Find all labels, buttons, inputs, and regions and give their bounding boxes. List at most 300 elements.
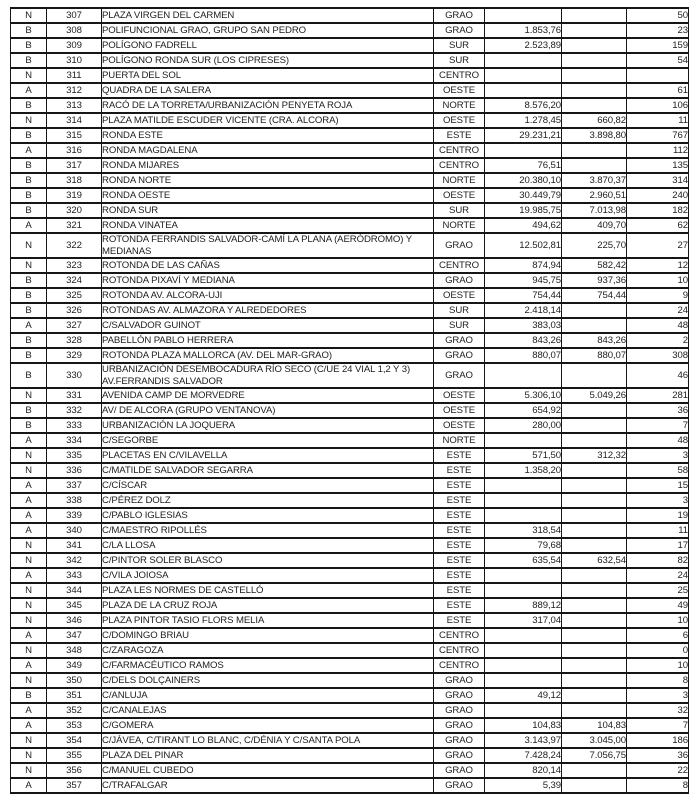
name-cell: C/CÍSCAR — [102, 478, 434, 493]
table-row — [11, 613, 689, 628]
count-cell: 0 — [627, 643, 689, 658]
name-cell: ROTONDA AV. ALCORA-UJI — [102, 288, 434, 303]
code-cell: 328 — [47, 333, 102, 348]
table-row — [11, 188, 689, 203]
count-cell: 32 — [627, 703, 689, 718]
amount2-cell — [562, 318, 627, 333]
district-cell: GRAO — [434, 748, 485, 763]
count-cell: 61 — [627, 83, 689, 98]
category-cell: N — [11, 448, 47, 463]
category-cell: B — [11, 303, 47, 318]
district-cell: GRAO — [434, 8, 485, 23]
amount2-cell — [562, 643, 627, 658]
name-cell: ROTONDA PIXAVÍ Y MEDIANA — [102, 273, 434, 288]
count-cell: 50 — [627, 8, 689, 23]
table-row — [11, 628, 689, 643]
amount2-cell — [562, 143, 627, 158]
amount2-cell: 937,36 — [562, 273, 627, 288]
code-cell: 334 — [47, 433, 102, 448]
name-cell: RONDA SUR — [102, 203, 434, 218]
district-cell: ESTE — [434, 583, 485, 598]
district-cell: OESTE — [434, 113, 485, 128]
code-cell: 313 — [47, 98, 102, 113]
count-cell: 182 — [627, 203, 689, 218]
category-cell: N — [11, 68, 47, 83]
category-cell: N — [11, 583, 47, 598]
count-cell: 8 — [627, 673, 689, 688]
name-cell: C/PINTOR SOLER BLASCO — [102, 553, 434, 568]
code-cell: 337 — [47, 478, 102, 493]
name-cell: RONDA ESTE — [102, 128, 434, 143]
amount1-cell: 889,12 — [485, 598, 562, 613]
amount2-cell — [562, 508, 627, 523]
name-cell: RONDA OESTE — [102, 188, 434, 203]
count-cell: 62 — [627, 218, 689, 233]
code-cell: 318 — [47, 173, 102, 188]
district-cell: GRAO — [434, 733, 485, 748]
count-cell: 48 — [627, 433, 689, 448]
code-cell: 346 — [47, 613, 102, 628]
amount2-cell — [562, 8, 627, 23]
amount1-cell: 318,54 — [485, 523, 562, 538]
amount1-cell: 19.985,75 — [485, 203, 562, 218]
table-row — [11, 688, 689, 703]
count-cell: 11 — [627, 113, 689, 128]
table-row — [11, 128, 689, 143]
amount2-cell: 312,32 — [562, 448, 627, 463]
table-row — [11, 333, 689, 348]
district-cell: OESTE — [434, 188, 485, 203]
code-cell: 354 — [47, 733, 102, 748]
table-row — [11, 273, 689, 288]
name-cell: C/ANLUJA — [102, 688, 434, 703]
amount2-cell — [562, 628, 627, 643]
code-cell: 329 — [47, 348, 102, 363]
amount1-cell — [485, 583, 562, 598]
name-cell: PLAZA PINTOR TASIO FLORS MELIA — [102, 613, 434, 628]
category-cell: A — [11, 703, 47, 718]
count-cell: 9 — [627, 288, 689, 303]
count-cell: 36 — [627, 403, 689, 418]
district-cell: NORTE — [434, 98, 485, 113]
amount2-cell: 7.013,98 — [562, 203, 627, 218]
table-row — [11, 53, 689, 68]
code-cell: 325 — [47, 288, 102, 303]
table-row — [11, 68, 689, 83]
table-row — [11, 733, 689, 748]
name-cell: C/ZARAGOZA — [102, 643, 434, 658]
category-cell: A — [11, 493, 47, 508]
category-cell: N — [11, 258, 47, 273]
category-cell: B — [11, 53, 47, 68]
amount2-cell — [562, 778, 627, 793]
count-cell: 46 — [627, 363, 689, 388]
name-cell: URBANIZACIÓN LA JOQUERA — [102, 418, 434, 433]
table-row — [11, 158, 689, 173]
table-row — [11, 568, 689, 583]
district-cell: GRAO — [434, 688, 485, 703]
amount2-cell: 7.056,75 — [562, 748, 627, 763]
code-cell: 320 — [47, 203, 102, 218]
amount1-cell: 571,50 — [485, 448, 562, 463]
name-cell: PLAZA MATILDE ESCUDER VICENTE (CRA. ALCORA) — [102, 113, 434, 128]
amount1-cell: 654,92 — [485, 403, 562, 418]
name-cell: AVENIDA CAMP DE MORVEDRE — [102, 388, 434, 403]
count-cell: 186 — [627, 733, 689, 748]
amount1-cell — [485, 508, 562, 523]
district-cell: ESTE — [434, 463, 485, 478]
category-cell: B — [11, 23, 47, 38]
name-cell: POLIFUNCIONAL GRAO, GRUPO SAN PEDRO — [102, 23, 434, 38]
code-cell: 327 — [47, 318, 102, 333]
amount2-cell: 104,83 — [562, 718, 627, 733]
amount1-cell — [485, 8, 562, 23]
table-row — [11, 388, 689, 403]
amount1-cell: 49,12 — [485, 688, 562, 703]
amount1-cell — [485, 643, 562, 658]
amount1-cell: 494,62 — [485, 218, 562, 233]
amount2-cell — [562, 583, 627, 598]
category-cell: A — [11, 718, 47, 733]
code-cell: 333 — [47, 418, 102, 433]
code-cell: 322 — [47, 233, 102, 258]
count-cell: 8 — [627, 778, 689, 793]
name-cell: RONDA MIJARES — [102, 158, 434, 173]
district-cell: OESTE — [434, 288, 485, 303]
category-cell: A — [11, 778, 47, 793]
table-row — [11, 23, 689, 38]
category-cell: B — [11, 418, 47, 433]
amount1-cell: 843,26 — [485, 333, 562, 348]
amount2-cell — [562, 523, 627, 538]
table-row — [11, 98, 689, 113]
district-cell: GRAO — [434, 703, 485, 718]
category-cell: N — [11, 763, 47, 778]
amount1-cell: 880,07 — [485, 348, 562, 363]
name-cell: C/LA LLOSA — [102, 538, 434, 553]
code-cell: 321 — [47, 218, 102, 233]
amount2-cell — [562, 418, 627, 433]
count-cell: 6 — [627, 628, 689, 643]
amount1-cell: 5.306,10 — [485, 388, 562, 403]
code-cell: 338 — [47, 493, 102, 508]
table-row — [11, 448, 689, 463]
category-cell: A — [11, 143, 47, 158]
amount1-cell: 2.418,14 — [485, 303, 562, 318]
count-cell: 10 — [627, 658, 689, 673]
amount1-cell: 945,75 — [485, 273, 562, 288]
category-cell: B — [11, 188, 47, 203]
code-cell: 342 — [47, 553, 102, 568]
code-cell: 309 — [47, 38, 102, 53]
amount1-cell: 1.358,20 — [485, 463, 562, 478]
amount2-cell — [562, 98, 627, 113]
amount1-cell — [485, 703, 562, 718]
amount2-cell: 3.898,80 — [562, 128, 627, 143]
district-cell: GRAO — [434, 718, 485, 733]
count-cell: 15 — [627, 478, 689, 493]
name-cell: PLACETAS EN C/VILAVELLA — [102, 448, 434, 463]
district-cell: OESTE — [434, 388, 485, 403]
district-cell: ESTE — [434, 523, 485, 538]
name-cell: ROTONDA PLAZA MALLORCA (AV. DEL MAR-GRAO) — [102, 348, 434, 363]
amount1-cell — [485, 493, 562, 508]
amount1-cell: 754,44 — [485, 288, 562, 303]
count-cell: 24 — [627, 568, 689, 583]
amount2-cell — [562, 38, 627, 53]
district-cell: GRAO — [434, 273, 485, 288]
count-cell: 48 — [627, 318, 689, 333]
category-cell: A — [11, 523, 47, 538]
count-cell: 17 — [627, 538, 689, 553]
name-cell: ROTONDAS AV. ALMAZORA Y ALREDEDORES — [102, 303, 434, 318]
code-cell: 343 — [47, 568, 102, 583]
count-cell: 308 — [627, 348, 689, 363]
amount1-cell: 383,03 — [485, 318, 562, 333]
amount2-cell — [562, 613, 627, 628]
name-cell: QUADRA DE LA SALERA — [102, 83, 434, 98]
table-row — [11, 703, 689, 718]
code-cell: 341 — [47, 538, 102, 553]
district-cell: SUR — [434, 38, 485, 53]
category-cell: B — [11, 203, 47, 218]
amount1-cell — [485, 363, 562, 388]
name-cell: C/MANUEL CUBEDO — [102, 763, 434, 778]
table-row — [11, 778, 689, 793]
district-cell: OESTE — [434, 403, 485, 418]
code-cell: 324 — [47, 273, 102, 288]
amount2-cell — [562, 493, 627, 508]
amount2-cell — [562, 658, 627, 673]
count-cell: 36 — [627, 748, 689, 763]
amount2-cell — [562, 568, 627, 583]
amount2-cell: 5.049,26 — [562, 388, 627, 403]
count-cell: 3 — [627, 493, 689, 508]
amount1-cell: 7.428,24 — [485, 748, 562, 763]
district-cell: SUR — [434, 303, 485, 318]
count-cell: 23 — [627, 23, 689, 38]
code-cell: 331 — [47, 388, 102, 403]
code-cell: 310 — [47, 53, 102, 68]
amount2-cell: 880,07 — [562, 348, 627, 363]
amount2-cell — [562, 68, 627, 83]
name-cell: POLÍGONO FADRELL — [102, 38, 434, 53]
amount1-cell: 12.502,81 — [485, 233, 562, 258]
amount2-cell — [562, 763, 627, 778]
amount2-cell — [562, 23, 627, 38]
name-cell: URBANIZACIÓN DESEMBOCADURA RÍO SECO (C/UE 24 VIAL 1,2 Y 3) AV.FERRANDIS SALVADOR — [102, 363, 434, 388]
table-body — [11, 8, 689, 793]
count-cell: 3 — [627, 688, 689, 703]
district-cell: GRAO — [434, 363, 485, 388]
category-cell: N — [11, 388, 47, 403]
district-cell: NORTE — [434, 433, 485, 448]
amount1-cell — [485, 658, 562, 673]
code-cell: 340 — [47, 523, 102, 538]
amount1-cell: 1.278,45 — [485, 113, 562, 128]
code-cell: 350 — [47, 673, 102, 688]
amount2-cell: 660,82 — [562, 113, 627, 128]
code-cell: 348 — [47, 643, 102, 658]
category-cell: N — [11, 8, 47, 23]
category-cell: N — [11, 233, 47, 258]
table-row — [11, 403, 689, 418]
code-cell: 315 — [47, 128, 102, 143]
amount1-cell — [485, 68, 562, 83]
table-row — [11, 673, 689, 688]
district-cell: GRAO — [434, 23, 485, 38]
code-cell: 355 — [47, 748, 102, 763]
category-cell: B — [11, 38, 47, 53]
category-cell: B — [11, 98, 47, 113]
code-cell: 326 — [47, 303, 102, 318]
count-cell: 82 — [627, 553, 689, 568]
category-cell: N — [11, 538, 47, 553]
code-cell: 323 — [47, 258, 102, 273]
category-cell: N — [11, 748, 47, 763]
code-cell: 317 — [47, 158, 102, 173]
name-cell: PLAZA DE LA CRUZ ROJA — [102, 598, 434, 613]
name-cell: POLÍGONO RONDA SUR (LOS CIPRESES) — [102, 53, 434, 68]
count-cell: 767 — [627, 128, 689, 143]
count-cell: 135 — [627, 158, 689, 173]
category-cell: A — [11, 658, 47, 673]
count-cell: 24 — [627, 303, 689, 318]
category-cell: N — [11, 673, 47, 688]
district-cell: NORTE — [434, 218, 485, 233]
table-row — [11, 233, 689, 258]
name-cell: PLAZA VIRGEN DEL CARMEN — [102, 8, 434, 23]
amount1-cell: 29.231,21 — [485, 128, 562, 143]
amount2-cell — [562, 538, 627, 553]
amount2-cell — [562, 363, 627, 388]
district-cell: CENTRO — [434, 158, 485, 173]
category-cell: N — [11, 113, 47, 128]
table-row — [11, 418, 689, 433]
count-cell: 10 — [627, 273, 689, 288]
name-cell: RONDA NORTE — [102, 173, 434, 188]
amount2-cell — [562, 673, 627, 688]
table-row — [11, 318, 689, 333]
count-cell: 159 — [627, 38, 689, 53]
district-cell: ESTE — [434, 613, 485, 628]
count-cell: 11 — [627, 523, 689, 538]
code-cell: 312 — [47, 83, 102, 98]
amount1-cell: 104,83 — [485, 718, 562, 733]
street-list-table — [10, 7, 689, 794]
amount2-cell — [562, 478, 627, 493]
code-cell: 356 — [47, 763, 102, 778]
amount2-cell — [562, 598, 627, 613]
name-cell: C/FARMACÉUTICO RAMOS — [102, 658, 434, 673]
code-cell: 349 — [47, 658, 102, 673]
category-cell: N — [11, 613, 47, 628]
table-row — [11, 493, 689, 508]
category-cell: B — [11, 688, 47, 703]
count-cell: 22 — [627, 763, 689, 778]
name-cell: C/MAESTRO RIPOLLÉS — [102, 523, 434, 538]
name-cell: C/SALVADOR GUINOT — [102, 318, 434, 333]
amount1-cell: 8.576,20 — [485, 98, 562, 113]
district-cell: OESTE — [434, 83, 485, 98]
amount1-cell — [485, 53, 562, 68]
name-cell: C/JÁVEA, C/TIRANT LO BLANC, C/DÉNIA Y C/SANTA POLA — [102, 733, 434, 748]
amount1-cell — [485, 143, 562, 158]
code-cell: 314 — [47, 113, 102, 128]
table-row — [11, 553, 689, 568]
name-cell: PABELLÓN PABLO HERRERA — [102, 333, 434, 348]
category-cell: B — [11, 403, 47, 418]
code-cell: 307 — [47, 8, 102, 23]
district-cell: SUR — [434, 203, 485, 218]
code-cell: 353 — [47, 718, 102, 733]
category-cell: B — [11, 333, 47, 348]
count-cell: 112 — [627, 143, 689, 158]
table-row — [11, 538, 689, 553]
category-cell: N — [11, 643, 47, 658]
count-cell — [627, 68, 689, 83]
amount2-cell — [562, 53, 627, 68]
name-cell: C/DELS DOLÇAINERS — [102, 673, 434, 688]
table-row — [11, 643, 689, 658]
district-cell: CENTRO — [434, 143, 485, 158]
category-cell: B — [11, 363, 47, 388]
amount1-cell: 2.523,89 — [485, 38, 562, 53]
table-row — [11, 658, 689, 673]
district-cell: GRAO — [434, 348, 485, 363]
count-cell: 7 — [627, 718, 689, 733]
amount1-cell: 76,51 — [485, 158, 562, 173]
table-row — [11, 508, 689, 523]
name-cell: C/GOMERA — [102, 718, 434, 733]
count-cell: 281 — [627, 388, 689, 403]
amount1-cell: 635,54 — [485, 553, 562, 568]
table-row — [11, 143, 689, 158]
category-cell: B — [11, 173, 47, 188]
amount2-cell — [562, 158, 627, 173]
name-cell: PLAZA DEL PINAR — [102, 748, 434, 763]
category-cell: B — [11, 348, 47, 363]
amount2-cell — [562, 463, 627, 478]
category-cell: B — [11, 288, 47, 303]
district-cell: ESTE — [434, 553, 485, 568]
code-cell: 357 — [47, 778, 102, 793]
district-cell: ESTE — [434, 128, 485, 143]
amount2-cell: 409,70 — [562, 218, 627, 233]
name-cell: C/MATILDE SALVADOR SEGARRA — [102, 463, 434, 478]
name-cell: ROTONDA FERRANDIS SALVADOR-CAMÍ LA PLANA (AERÓDROMO) Y MEDIANAS — [102, 233, 434, 258]
name-cell: C/SEGORBE — [102, 433, 434, 448]
table-row — [11, 83, 689, 98]
table-row — [11, 433, 689, 448]
code-cell: 347 — [47, 628, 102, 643]
name-cell: RONDA MAGDALENA — [102, 143, 434, 158]
code-cell: 345 — [47, 598, 102, 613]
name-cell: C/TRAFALGAR — [102, 778, 434, 793]
table-row — [11, 463, 689, 478]
category-cell: A — [11, 218, 47, 233]
count-cell: 314 — [627, 173, 689, 188]
name-cell: ROTONDA DE LAS CAÑAS — [102, 258, 434, 273]
count-cell: 106 — [627, 98, 689, 113]
name-cell: C/DOMINGO BRIAU — [102, 628, 434, 643]
amount1-cell: 820,14 — [485, 763, 562, 778]
amount2-cell — [562, 688, 627, 703]
district-cell: ESTE — [434, 493, 485, 508]
amount1-cell: 30.449,79 — [485, 188, 562, 203]
table-row — [11, 258, 689, 273]
table-row — [11, 173, 689, 188]
